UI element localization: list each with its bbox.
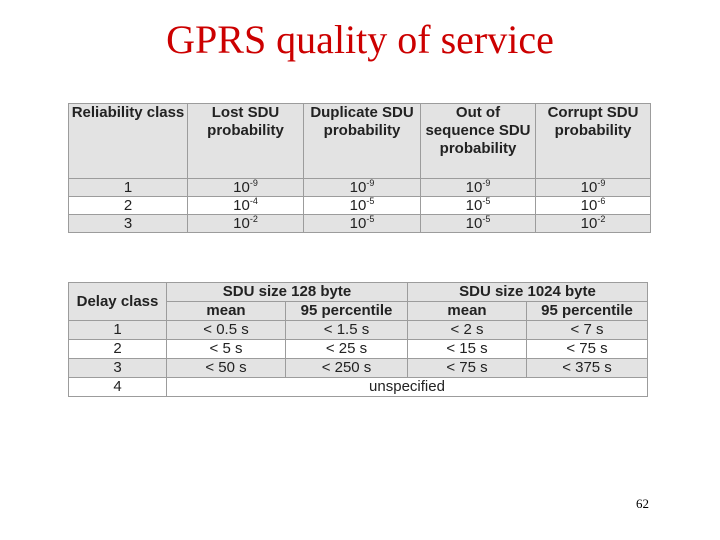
p95-128-cell: < 250 s [286,359,408,378]
class-cell: 1 [69,179,188,197]
base: 10 [580,179,598,196]
reliability-header-row [69,104,651,179]
class-cell: 2 [69,340,167,359]
exponent: -4 [249,196,258,206]
exponent: -9 [482,178,491,188]
header-delay-class: Delay class [69,283,167,321]
mean-1024-cell: < 15 s [408,340,527,359]
table-row [69,359,648,378]
p95-1024-cell: < 7 s [527,321,648,340]
mean-128-cell: < 5 s [167,340,286,359]
base: 10 [580,197,598,214]
exponent: -2 [249,214,258,224]
duplicate-cell [304,179,421,197]
base: 10 [349,197,367,214]
exponent: -6 [597,196,606,206]
base: 10 [349,179,367,196]
out-of-sequence-cell [421,215,536,233]
p95-1024-cell: < 375 s [527,359,648,378]
lost-cell [188,197,304,215]
class-cell: 3 [69,215,188,233]
table-row [69,197,651,215]
table-row [69,179,651,197]
header-mean-1024: mean [408,302,527,321]
class-cell: 3 [69,359,167,378]
mean-1024-cell: < 2 s [408,321,527,340]
header-sdu-128: SDU size 128 byte [167,283,408,302]
mean-128-cell: < 50 s [167,359,286,378]
class-cell: 2 [69,197,188,215]
table-row [69,378,648,397]
page-title: GPRS quality of service [166,17,554,62]
base: 10 [465,179,483,196]
table-row [69,215,651,233]
table-row [69,321,648,340]
exponent: -9 [597,178,606,188]
exponent: -9 [249,178,258,188]
header-mean-128: mean [167,302,286,321]
base: 10 [233,215,250,232]
exponent: -5 [366,214,375,224]
exponent: -2 [597,214,606,224]
base: 10 [349,215,367,232]
header-95-128: 95 percentile [286,302,408,321]
corrupt-cell [536,197,651,215]
lost-cell [188,179,304,197]
header-duplicate-sdu: Duplicate SDU probability [304,104,421,179]
exponent: -9 [366,178,375,188]
p95-128-cell: < 1.5 s [286,321,408,340]
corrupt-cell [536,179,651,197]
base: 10 [465,197,483,214]
base: 10 [233,197,250,214]
base: 10 [465,215,483,232]
corrupt-cell [536,215,651,233]
class-cell: 4 [69,378,167,397]
p95-1024-cell: < 75 s [527,340,648,359]
header-reliability-class: Reliability class [69,104,188,179]
duplicate-cell [304,215,421,233]
reliability-table [68,103,651,233]
mean-1024-cell: < 75 s [408,359,527,378]
page-number: 62 [636,496,649,511]
base: 10 [580,215,598,232]
p95-128-cell: < 25 s [286,340,408,359]
duplicate-cell [304,197,421,215]
exponent: -5 [366,196,375,206]
header-lost-sdu: Lost SDU probability [188,104,304,179]
header-95-1024: 95 percentile [527,302,648,321]
delay-header-row [69,283,648,302]
lost-cell [188,215,304,233]
header-corrupt-sdu: Corrupt SDU probability [536,104,651,179]
header-out-of-sequence-sdu: Out of sequence SDU probability [421,104,536,179]
exponent: -5 [482,196,491,206]
delay-table [68,282,648,397]
out-of-sequence-cell [421,197,536,215]
unspecified-cell: unspecified [167,378,648,397]
class-cell: 1 [69,321,167,340]
mean-128-cell: < 0.5 s [167,321,286,340]
header-sdu-1024: SDU size 1024 byte [408,283,648,302]
table-row [69,340,648,359]
exponent: -5 [482,214,491,224]
out-of-sequence-cell [421,179,536,197]
base: 10 [233,179,250,196]
